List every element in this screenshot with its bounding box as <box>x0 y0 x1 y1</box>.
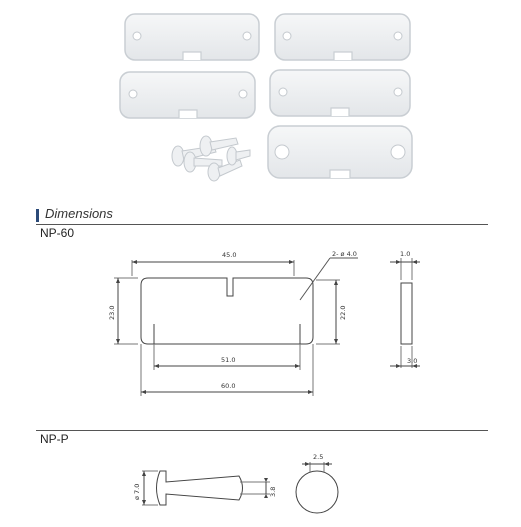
section-title: Dimensions <box>45 206 113 221</box>
dim-thickness: 1.0 <box>400 250 411 258</box>
dim-hole-spec: 2- ø 4.0 <box>332 250 357 258</box>
np60-side-view <box>401 283 412 344</box>
np60-model-label: NP-60 <box>40 226 75 240</box>
dim-shaft: 3.8 <box>269 486 277 497</box>
dim-head-diameter: ø 7.0 <box>133 483 141 500</box>
dim-height-left: 23.0 <box>108 305 116 320</box>
dim-height-right: 22.0 <box>339 305 347 320</box>
dim-hole-pitch: 51.0 <box>221 356 236 364</box>
np60-plate-outline <box>141 278 313 344</box>
npp-top-view <box>296 471 338 513</box>
npp-model-label: NP-P <box>40 432 69 446</box>
npp-pin-outline <box>157 471 243 505</box>
npp-rule <box>36 430 488 431</box>
dim-top: 2.5 <box>313 453 324 461</box>
dim-side-detail: 3.0 <box>407 357 418 365</box>
dim-overall-width: 60.0 <box>221 382 236 390</box>
dim-top-width: 45.0 <box>222 251 237 259</box>
